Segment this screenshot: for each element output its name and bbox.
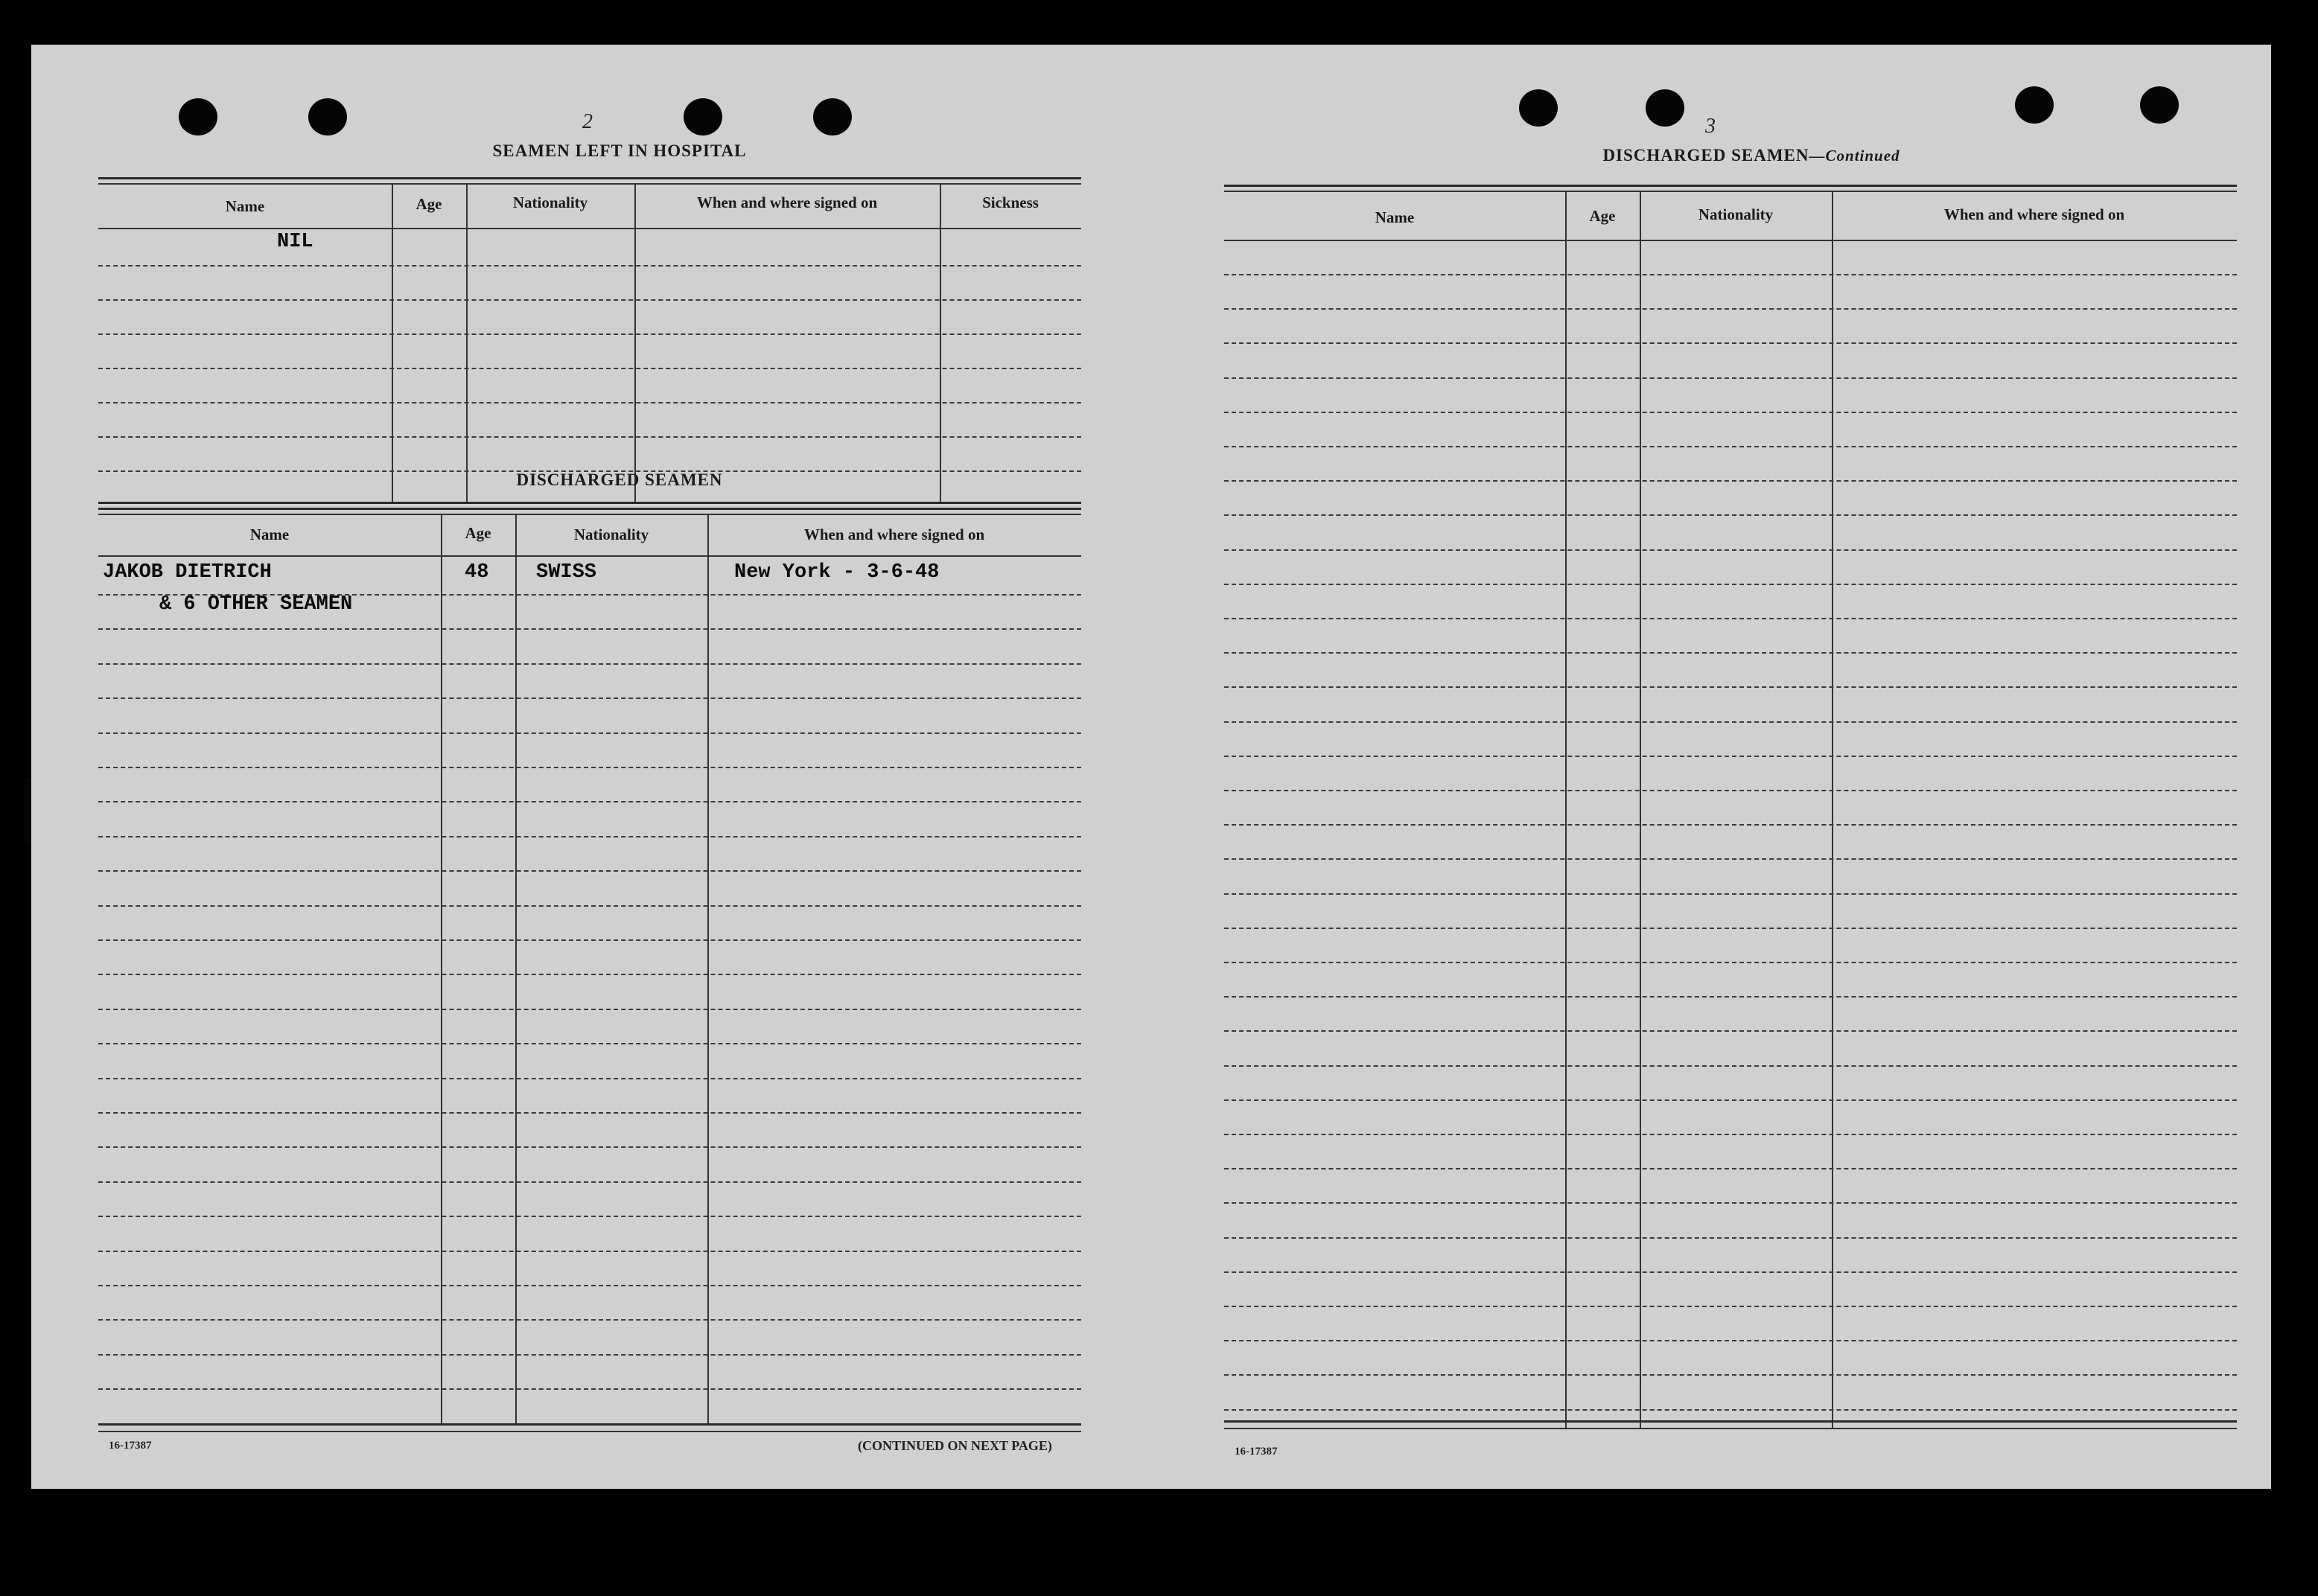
table-row bbox=[1224, 1030, 2237, 1032]
punch-hole-icon bbox=[308, 98, 347, 135]
discharged-bottom-rule bbox=[98, 1431, 1081, 1432]
table-row bbox=[1224, 1340, 2237, 1341]
table-row bbox=[98, 663, 1081, 665]
table-row bbox=[1224, 1271, 2237, 1273]
column-divider bbox=[1565, 191, 1567, 1429]
form-sheet bbox=[31, 45, 2271, 1489]
table-row bbox=[1224, 721, 2237, 723]
col-nationality: Nationality bbox=[1698, 205, 1774, 223]
table-row bbox=[1224, 686, 2237, 688]
seaman-name: & 6 OTHER SEAMEN bbox=[159, 593, 353, 616]
table-row bbox=[1224, 1237, 2237, 1239]
page-number-right: 3 bbox=[1705, 115, 1716, 138]
table-row bbox=[98, 974, 1081, 975]
table-row bbox=[98, 1043, 1081, 1044]
discharged-continued-title bbox=[1513, 146, 1990, 165]
col-name: Name bbox=[1375, 208, 1415, 226]
table-row bbox=[1224, 342, 2237, 344]
table-row bbox=[1224, 652, 2237, 654]
table-row bbox=[98, 1078, 1081, 1079]
table-row bbox=[1224, 480, 2237, 482]
hospital-entry-name: NIL bbox=[277, 231, 313, 253]
column-divider bbox=[634, 183, 636, 503]
col-signed-on: When and where signed on bbox=[1943, 205, 2125, 223]
discharged-bottom-rule bbox=[98, 1423, 1081, 1426]
table-row bbox=[1224, 996, 2237, 998]
form-number-right: 16-17387 bbox=[1235, 1446, 1278, 1458]
table-row bbox=[1224, 928, 2237, 929]
table-row bbox=[98, 836, 1081, 837]
table-row bbox=[98, 801, 1081, 802]
punch-hole-icon bbox=[1646, 89, 1684, 127]
table-row bbox=[1224, 584, 2237, 585]
table-row bbox=[1224, 274, 2237, 275]
table-row bbox=[98, 905, 1081, 907]
table-row bbox=[98, 732, 1081, 734]
table-row bbox=[1224, 1168, 2237, 1169]
table-row bbox=[1224, 412, 2237, 413]
table-row bbox=[98, 1251, 1081, 1252]
col-signed-on: When and where signed on bbox=[696, 194, 878, 211]
table-row bbox=[98, 594, 1081, 596]
discharged-header-rule bbox=[98, 555, 1081, 557]
table-row bbox=[98, 402, 1081, 403]
right-header-rule bbox=[1224, 240, 2237, 241]
table-row bbox=[98, 939, 1081, 941]
discharged-top-rule bbox=[98, 508, 1081, 510]
discharged-section-title: DISCHARGED SEAMEN bbox=[516, 470, 723, 489]
table-row bbox=[1224, 1202, 2237, 1204]
punch-hole-icon bbox=[2140, 86, 2179, 124]
table-row bbox=[1224, 514, 2237, 516]
table-row bbox=[98, 299, 1081, 301]
col-nationality: Nationality bbox=[573, 526, 649, 543]
hospital-top-rule bbox=[98, 177, 1081, 179]
table-row bbox=[98, 767, 1081, 768]
column-divider bbox=[441, 514, 442, 1423]
seaman-signed-on: New York - 3-6-48 bbox=[734, 561, 940, 584]
table-row bbox=[1224, 824, 2237, 826]
table-row bbox=[1224, 1099, 2237, 1101]
table-row bbox=[1224, 1374, 2237, 1376]
table-row bbox=[98, 870, 1081, 872]
table-row bbox=[98, 265, 1081, 266]
form-number-left: 16-17387 bbox=[109, 1440, 152, 1452]
table-row bbox=[1224, 446, 2237, 447]
table-row bbox=[98, 1319, 1081, 1321]
table-row bbox=[98, 333, 1081, 335]
page-number-left: 2 bbox=[582, 110, 593, 133]
table-row bbox=[98, 1009, 1081, 1010]
hospital-top-rule bbox=[98, 183, 1081, 185]
column-divider bbox=[466, 183, 468, 503]
column-divider bbox=[1640, 191, 1641, 1429]
right-bottom-rule bbox=[1224, 1420, 2237, 1423]
table-row bbox=[1224, 618, 2237, 619]
punch-hole-icon bbox=[684, 98, 722, 135]
hospital-bottom-rule bbox=[98, 502, 1081, 504]
punch-hole-icon bbox=[813, 98, 852, 135]
table-row bbox=[98, 1146, 1081, 1148]
hospital-section-title: SEAMEN LEFT IN HOSPITAL bbox=[492, 141, 747, 160]
col-name: Name bbox=[249, 526, 290, 543]
table-row bbox=[1224, 308, 2237, 310]
table-row bbox=[98, 1216, 1081, 1217]
column-divider bbox=[392, 183, 393, 503]
col-sickness: Sickness bbox=[982, 194, 1039, 211]
table-row bbox=[98, 628, 1081, 630]
col-age: Age bbox=[1589, 207, 1616, 225]
table-row bbox=[98, 1285, 1081, 1286]
table-row bbox=[1224, 893, 2237, 895]
table-row bbox=[1224, 549, 2237, 551]
seaman-name: JAKOB DIETRICH bbox=[103, 561, 272, 584]
table-row bbox=[98, 436, 1081, 438]
column-divider bbox=[1832, 191, 1833, 1429]
table-row bbox=[98, 368, 1081, 369]
continued-note: (CONTINUED ON NEXT PAGE) bbox=[858, 1438, 1052, 1453]
right-top-rule bbox=[1224, 185, 2237, 187]
table-row bbox=[1224, 790, 2237, 791]
column-divider bbox=[515, 514, 517, 1423]
column-divider bbox=[940, 183, 941, 503]
right-bottom-rule bbox=[1224, 1428, 2237, 1429]
right-top-rule bbox=[1224, 191, 2237, 192]
table-row bbox=[1224, 1306, 2237, 1307]
discharged-top-rule bbox=[98, 514, 1081, 515]
col-nationality: Nationality bbox=[512, 194, 588, 211]
table-row bbox=[1224, 1409, 2237, 1411]
hospital-header-rule bbox=[98, 228, 1081, 229]
punch-hole-icon bbox=[1519, 89, 1558, 127]
col-signed-on: When and where signed on bbox=[803, 526, 985, 543]
col-name: Name bbox=[225, 197, 265, 215]
seaman-nationality: SWISS bbox=[536, 561, 597, 584]
col-age: Age bbox=[415, 195, 442, 213]
punch-hole-icon bbox=[2015, 86, 2054, 124]
table-row bbox=[1224, 756, 2237, 757]
table-row bbox=[98, 698, 1081, 699]
table-row bbox=[1224, 858, 2237, 860]
punch-hole-icon bbox=[179, 98, 217, 135]
table-row bbox=[98, 1388, 1081, 1390]
column-divider bbox=[707, 514, 709, 1423]
seaman-age: 48 bbox=[465, 561, 489, 584]
table-row bbox=[98, 1112, 1081, 1114]
table-row bbox=[98, 1354, 1081, 1356]
table-row bbox=[1224, 962, 2237, 963]
table-row bbox=[1224, 377, 2237, 379]
title-main: DISCHARGED SEAMEN bbox=[1602, 146, 1809, 165]
col-age: Age bbox=[465, 524, 491, 542]
table-row bbox=[1224, 1065, 2237, 1067]
title-continued: —Continued bbox=[1809, 147, 1900, 165]
table-row bbox=[98, 1181, 1081, 1183]
table-row bbox=[1224, 1134, 2237, 1135]
